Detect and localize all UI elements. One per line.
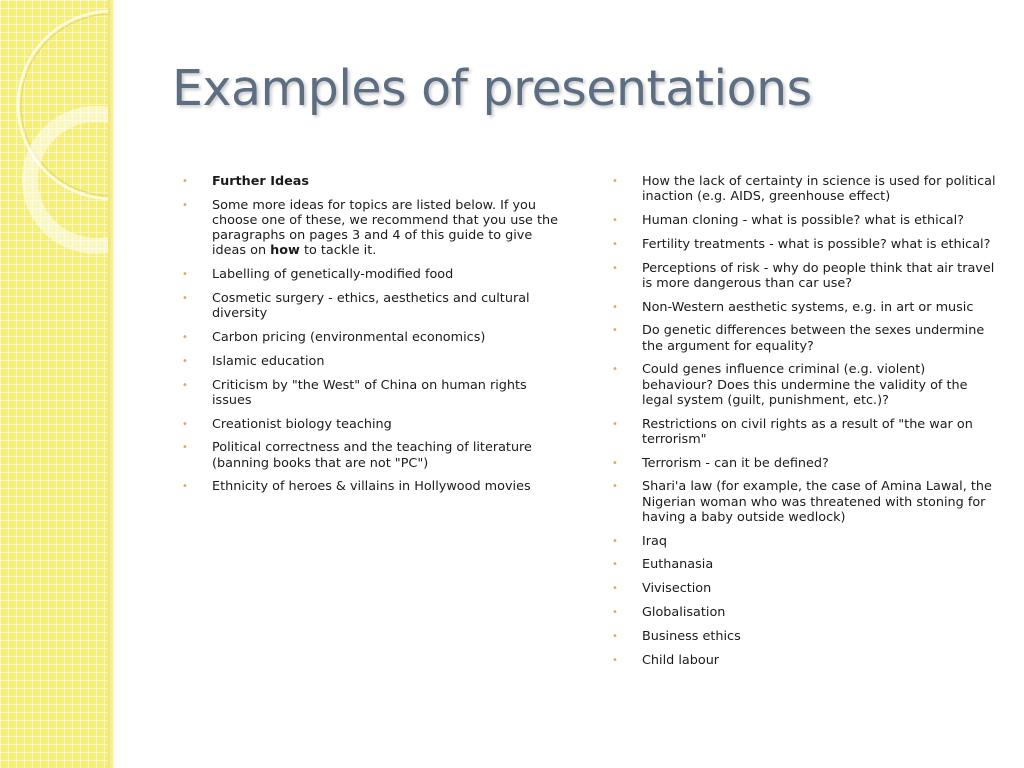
list-item [612, 557, 996, 572]
bullet-icon: • [612, 481, 618, 493]
list-item-text: Ethnicity of heroes & villains in Hollywood movies [212, 479, 531, 495]
side-band-edge [108, 0, 114, 768]
list-item-text: Criticism by "the West" of China on human rights issues [212, 377, 527, 408]
list-item [612, 581, 996, 596]
bullet-icon: • [182, 379, 188, 391]
list-item [612, 261, 996, 291]
list-item-text: Terrorism - can it be defined? [642, 455, 829, 471]
bullet-icon: • [612, 606, 618, 618]
list-item-text: How the lack of certainty in science is used for political inaction (e.g. AIDS, greenhouse effect) [642, 174, 996, 205]
list-item-emphasis: how [270, 243, 300, 259]
list-item-text: Perceptions of risk - why do people think that air travel is more dangerous than car use? [642, 260, 995, 291]
bullet-icon: • [612, 301, 618, 313]
list-item [612, 605, 996, 620]
bullet-icon: • [612, 418, 618, 430]
bullet-icon: • [612, 457, 618, 469]
left-bullet-list [182, 174, 562, 503]
list-item [612, 417, 996, 447]
bullet-icon: • [182, 481, 188, 493]
list-item [612, 479, 996, 525]
list-item-text: Shari'a law (for example, the case of Amina Lawal, the Nigerian woman who was threatened with stoning for having a baby outside wedlock) [642, 479, 992, 525]
list-item [182, 479, 562, 494]
page-title: Examples of presentations [172, 60, 812, 117]
list-item-text: Fertility treatments - what is possible? what is ethical? [642, 236, 991, 252]
right-bullet-list [612, 174, 996, 676]
bullet-icon: • [182, 269, 188, 281]
list-item [182, 440, 562, 470]
bullet-icon: • [182, 176, 188, 187]
list-item-text: Carbon pricing (environmental economics) [212, 330, 486, 345]
bullet-icon: • [612, 176, 618, 187]
list-item-text: Political correctness and the teaching of literature (banning books that are not "PC") [212, 440, 532, 471]
bullet-icon: • [612, 630, 618, 642]
list-item-text: Iraq [642, 533, 668, 549]
list-item [182, 198, 562, 259]
bullet-icon: • [612, 262, 618, 274]
list-item-text: Euthanasia [642, 557, 714, 573]
list-item [612, 534, 996, 549]
list-item-text: Child labour [642, 652, 720, 668]
bullet-icon: • [612, 654, 618, 666]
list-item [612, 653, 996, 668]
list-item [612, 323, 996, 353]
list-item-text: Non-Western aesthetic systems, e.g. in art or music [642, 299, 974, 315]
list-item [612, 213, 996, 228]
bullet-icon: • [612, 215, 618, 226]
list-item [182, 174, 562, 189]
list-item-text: Restrictions on civil rights as a result of "the war on terrorism" [642, 416, 973, 447]
list-item [612, 629, 996, 644]
bullet-icon: • [182, 418, 188, 430]
list-item [612, 456, 996, 471]
bullet-icon: • [612, 559, 618, 571]
list-item-text: to tackle it. [299, 243, 377, 259]
list-item [182, 417, 562, 432]
list-item-text: Some more ideas for topics are listed below. If you choose one of these, we recommend that you use the paragraphs on pages 3 and 4 of this guide to give ideas on [212, 197, 558, 259]
list-item-text: Further Ideas [212, 174, 310, 189]
list-item [182, 291, 562, 321]
bullet-icon: • [612, 238, 618, 250]
list-item [612, 174, 996, 204]
bullet-icon: • [182, 293, 188, 304]
list-item-text: Islamic education [212, 353, 325, 369]
bullet-icon: • [612, 535, 618, 547]
list-item-text: Globalisation [642, 604, 726, 620]
bullet-icon: • [612, 325, 618, 337]
list-item-text: Do genetic differences between the sexes undermine the argument for equality? [642, 323, 985, 354]
list-item [182, 330, 562, 345]
list-item-text: Vivisection [642, 581, 712, 597]
list-item [182, 378, 562, 408]
bullet-icon: • [182, 199, 188, 211]
list-item [612, 362, 996, 408]
list-item-text: Cosmetic surgery - ethics, aesthetics and cultural diversity [212, 291, 530, 322]
list-item-text: Labelling of genetically-modified food [212, 267, 454, 283]
list-item-text: Business ethics [642, 628, 741, 644]
bullet-icon: • [612, 364, 618, 376]
list-item [612, 237, 996, 252]
list-item [612, 300, 996, 315]
list-item-text: Creationist biology teaching [212, 416, 392, 432]
decorative-side-band [0, 0, 112, 768]
bullet-icon: • [182, 442, 188, 454]
list-item [182, 354, 562, 369]
bullet-icon: • [182, 355, 188, 367]
list-item-text: Could genes influence criminal (e.g. violent) behaviour? Does this undermine the validity of the legal system (guilt, punishment, etc.)? [642, 362, 968, 408]
bullet-icon: • [182, 332, 188, 343]
bullet-icon: • [612, 583, 618, 595]
decorative-circles [0, 0, 112, 768]
list-item [182, 267, 562, 282]
list-item-text: Human cloning - what is possible? what is ethical? [642, 213, 964, 228]
